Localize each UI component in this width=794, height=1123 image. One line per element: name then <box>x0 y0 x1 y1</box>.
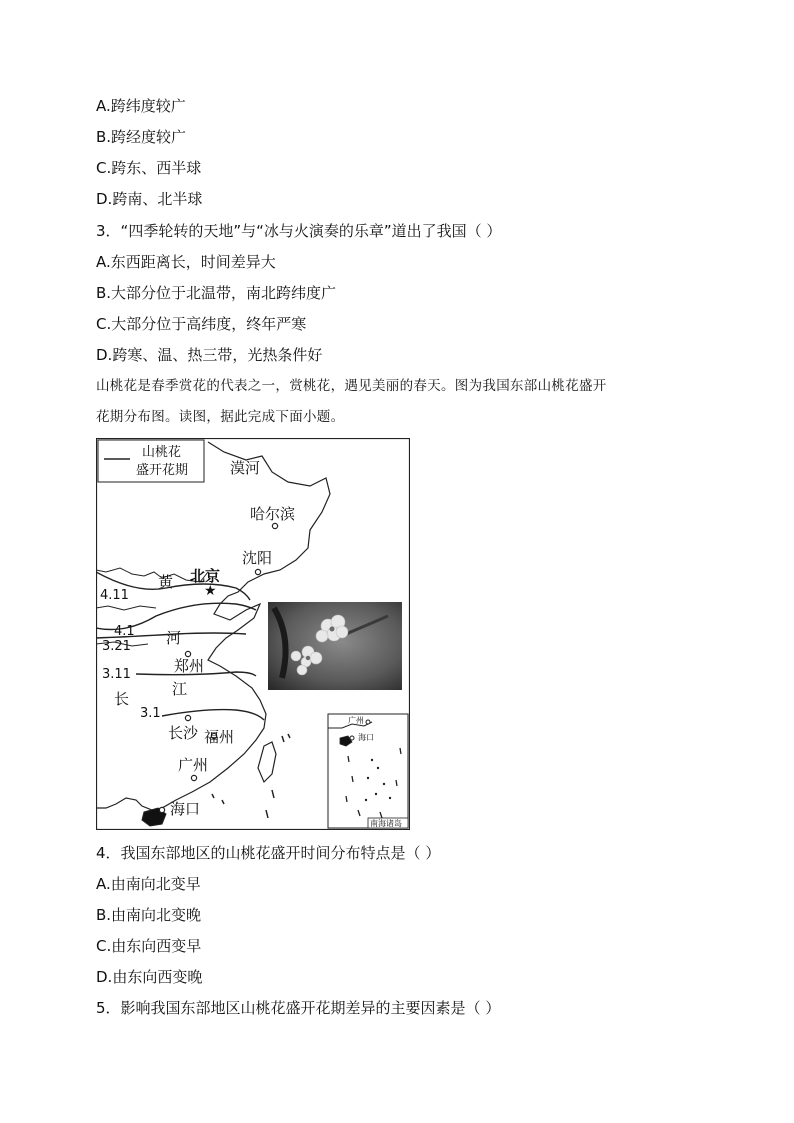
city-label-mohe: 漠河 <box>230 459 261 477</box>
inset-guangzhou-dot <box>366 720 370 724</box>
legend-line-2: 盛开花期 <box>136 463 189 478</box>
isoline-label-3-21: 3.21 <box>102 639 131 654</box>
changsha-dot <box>185 715 190 720</box>
q3-option-d: D.跨寒、温、热三带，光热条件好 <box>96 346 323 364</box>
inset-haikou-dot <box>350 736 354 740</box>
q2-option-a: A.跨纬度较广 <box>96 97 186 115</box>
q3-option-b: B.大部分位于北温带，南北跨纬度广 <box>96 284 337 302</box>
inset-label-haikou: 海口 <box>358 733 374 742</box>
river-label-chang-1: 长 <box>114 690 130 708</box>
haikou-dot <box>159 807 164 812</box>
beijing-star-icon: ★ <box>204 583 217 599</box>
q4-option-b: B.由南向北变晚 <box>96 906 202 924</box>
intro-line-1: 山桃花是春季赏花的代表之一，赏桃花，遇见美丽的春天。图为我国东部山桃花盛开 <box>96 378 607 394</box>
city-label-guangzhou: 广州 <box>178 756 209 774</box>
inset-label-guangzhou: 广州 <box>348 716 364 725</box>
isoline-label-4-1: 4.1 <box>114 624 135 639</box>
q2-option-b: B.跨经度较广 <box>96 128 187 146</box>
q4-option-c: C.由东向西变早 <box>96 937 202 955</box>
isoline-label-3-11: 3.11 <box>102 667 131 682</box>
city-label-haikou: 海口 <box>170 800 201 818</box>
q4-option-a: A.由南向北变早 <box>96 875 201 893</box>
city-label-shenyang: 沈阳 <box>242 549 273 567</box>
isoline-label-4-11: 4.11 <box>100 588 129 603</box>
inset-label-south-sea-islands: 南海诸岛 <box>370 819 402 828</box>
peach-blossom-photo <box>268 602 402 690</box>
isoline-label-3-1: 3.1 <box>140 706 161 721</box>
q5-stem: 5．影响我国东部地区山桃花盛开花期差异的主要因素是（ ） <box>96 999 501 1017</box>
q3-option-a: A.东西距离长，时间差异大 <box>96 253 276 271</box>
river-label-chang-2: 江 <box>172 680 188 698</box>
shenyang-dot <box>255 569 260 574</box>
legend-line-1: 山桃花 <box>142 445 182 460</box>
city-label-fuzhou: 福州 <box>204 728 235 746</box>
south-china-sea-inset <box>328 714 408 828</box>
q4-option-d: D.由东向西变晚 <box>96 968 203 986</box>
harbin-dot <box>272 523 277 528</box>
q4-stem: 4．我国东部地区的山桃花盛开时间分布特点是（ ） <box>96 844 441 862</box>
city-label-beijing: 北京 <box>190 567 221 585</box>
guangzhou-dot <box>191 775 196 780</box>
q3-stem: 3．“四季轮转的天地”与“冰与火演奏的乐章”道出了我国（ ） <box>96 222 502 240</box>
q2-option-c: C.跨东、西半球 <box>96 159 202 177</box>
q3-option-c: C.大部分位于高纬度，终年严寒 <box>96 315 307 333</box>
city-label-zhengzhou: 郑州 <box>174 657 205 675</box>
zhengzhou-dot <box>185 651 190 656</box>
city-label-changsha: 长沙 <box>168 724 199 742</box>
city-label-harbin: 哈尔滨 <box>250 505 296 523</box>
river-label-huang-2: 河 <box>166 629 182 647</box>
q2-option-d: D.跨南、北半球 <box>96 190 203 208</box>
intro-line-2: 花期分布图。读图，据此完成下面小题。 <box>96 409 345 425</box>
river-label-huang-1: 黄 <box>158 573 174 591</box>
peach-blossom-map <box>96 438 410 830</box>
